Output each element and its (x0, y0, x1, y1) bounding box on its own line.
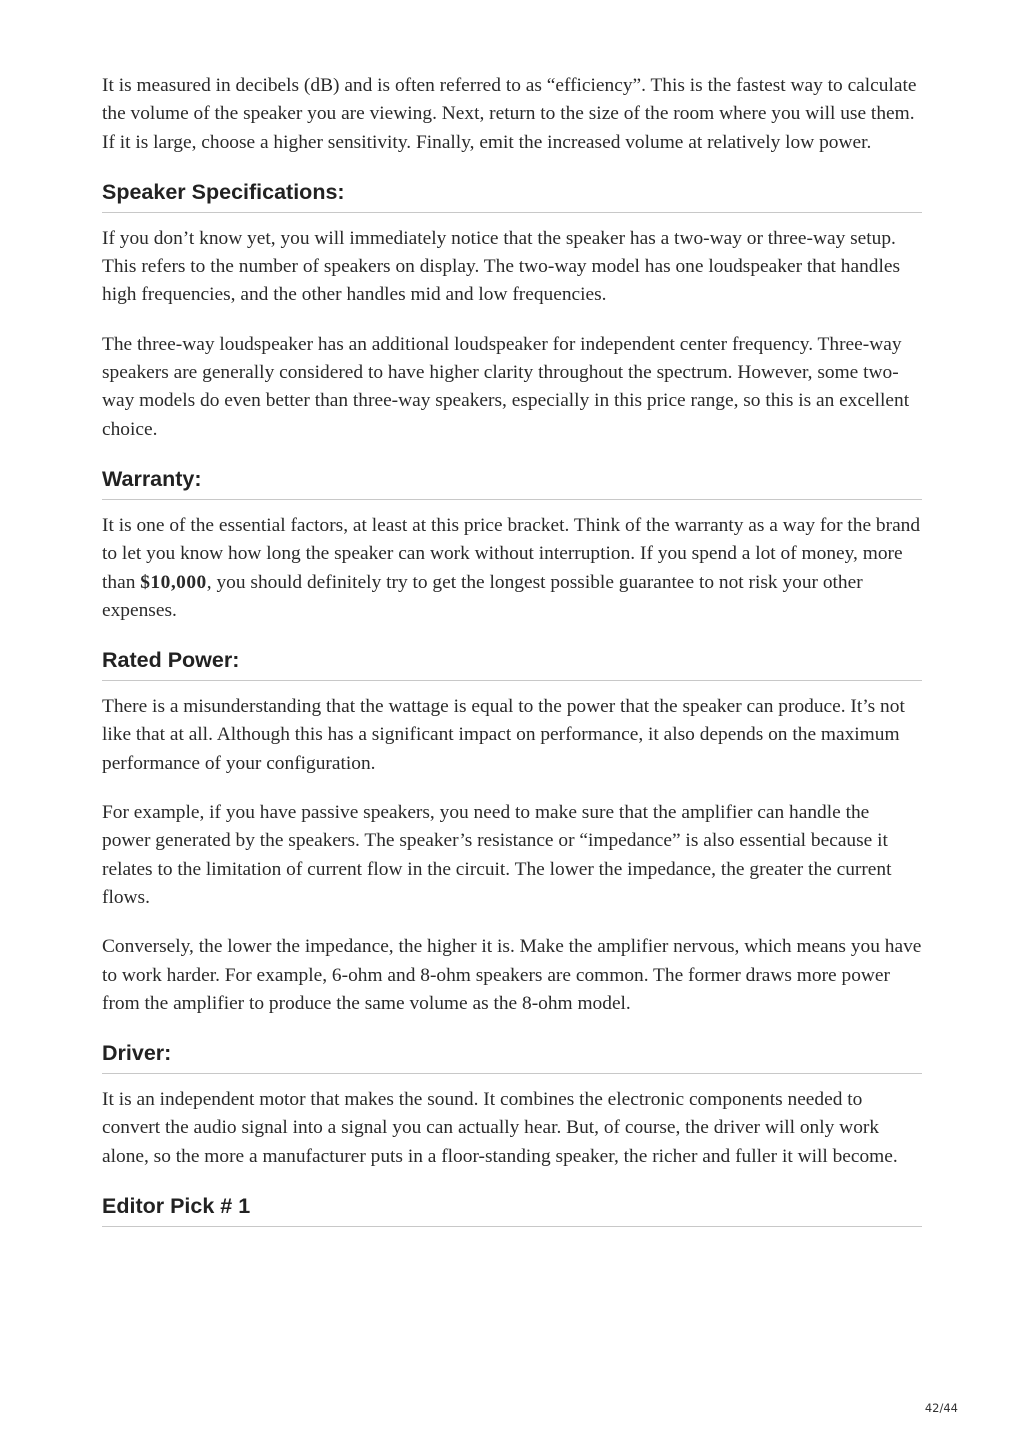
paragraph: For example, if you have passive speakers, you need to make sure that the amplifier can handle the power generated by the speakers. The speaker’s resistance or “impedance” is also essential because it relates to the limitation of current flow in the circuit. The lower the impedance, the greater the current flows. (102, 802, 892, 908)
page-number: 42/44 (924, 1401, 958, 1415)
text-run: It is one of the essential factors, at least at this price bracket. Think of the warranty as a way for the brand to let you know how long the speaker can work without interruption. If you spend a lot of money, more than (102, 514, 921, 593)
section-heading: Rated Power: (102, 646, 922, 681)
paragraph: The three-way loudspeaker has an additional loudspeaker for independent center frequency. Three-way speakers are generally considered to have higher clarity throughout the spectrum. However, some two-way models do even better than three-way speakers, especially in this price range, so this is an excellent choice. (102, 333, 910, 440)
section-speaker-specifications (102, 178, 922, 444)
section-editor-pick (102, 1192, 922, 1227)
section-heading: Driver: (102, 1039, 922, 1074)
paragraph (102, 512, 922, 625)
section-heading: Warranty: (102, 465, 922, 500)
section-rated-power (102, 646, 922, 1018)
text-run: , you should definitely try to get the longest possible guarantee to not risk your other expenses. (102, 571, 863, 621)
section-driver (102, 1039, 922, 1171)
paragraph: Conversely, the lower the impedance, the higher it is. Make the amplifier nervous, which means you have to work harder. For example, 6-ohm and 8-ohm speakers are common. The former draws more power from the amplifier to produce the same volume as the 8-ohm model. (102, 936, 922, 1014)
intro-paragraph: It is measured in decibels (dB) and is often referred to as “efficiency”. This is the fastest way to calculate the volume of the speaker you are viewing. Next, return to the size of the room where you will use them. If it is large, choose a higher sensitivity. Finally, emit the increased volume at relatively low power. (102, 75, 917, 153)
section-warranty (102, 465, 922, 625)
paragraph: If you don’t know yet, you will immediately notice that the speaker has a two-way or three-way setup. This refers to the number of speakers on display. The two-way model has one loudspeaker that handles high frequencies, and the other handles mid and low frequencies. (102, 227, 901, 306)
paragraph: It is an independent motor that makes the sound. It combines the electronic components needed to convert the audio signal into a signal you can actually hear. But, of course, the driver will only work alone, so the more a manufacturer puts in a floor-standing speaker, the richer and fuller it will become. (102, 1089, 898, 1167)
price-amount: $10,000 (140, 571, 207, 593)
paragraph: There is a misunderstanding that the wattage is equal to the power that the speaker can produce. It’s not like that at all. Although this has a significant impact on performance, it also depends on the maximum performance of your configuration. (102, 696, 905, 774)
document-body (102, 72, 922, 1227)
section-heading: Editor Pick # 1 (102, 1192, 922, 1227)
section-heading: Speaker Specifications: (102, 178, 922, 213)
